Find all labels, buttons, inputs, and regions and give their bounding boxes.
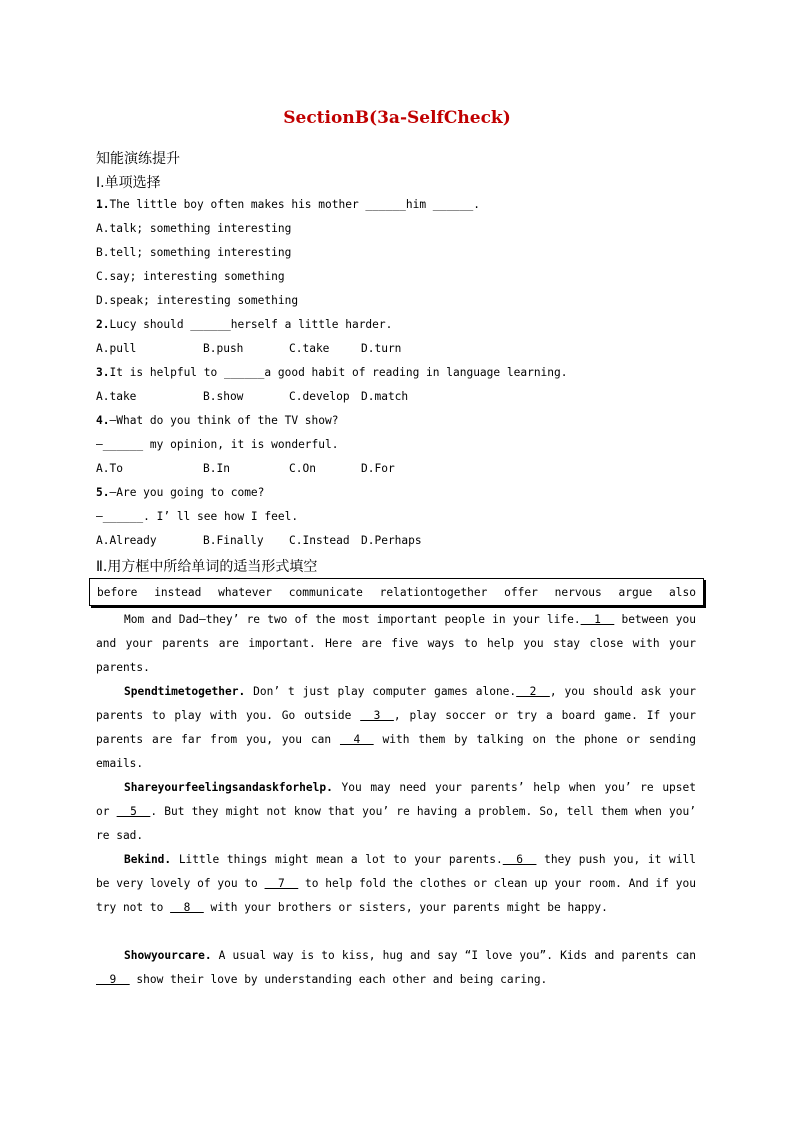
section-header: 知能演练提升 (96, 151, 180, 167)
blank-1: 1 (580, 613, 615, 626)
q5-option-b: B.Finally (203, 534, 264, 547)
word-box (89, 578, 704, 606)
word-item: relationtogether (379, 585, 488, 599)
q2-option-b: B.push (203, 342, 244, 355)
q3-option-b: B.show (203, 390, 244, 403)
question-5: 5.—Are you going to come? (96, 486, 265, 499)
passage-paragraph-4: Bekind. Little things might mean a lot to your parents. 6 they push you, it will be very lovely of you to 7 to help fold the clothes or clean up your room. And if you try not to 8 with your brothers or sisters, your parents might be happy. (96, 848, 696, 920)
q1-option-b: B.tell; something interesting (96, 246, 292, 259)
q5-option-c: C.Instead (289, 534, 350, 547)
word-item: argue (618, 585, 653, 599)
q4-option-c: C.On (289, 462, 316, 475)
question-3: 3.It is helpful to ______a good habit of reading in language learning. (96, 366, 568, 379)
part1-heading: Ⅰ.单项选择 (96, 175, 161, 191)
q1-option-c: C.say; interesting something (96, 270, 285, 283)
q3-option-c: C.develop (289, 390, 350, 403)
paragraph-heading: Spendtimetogether. (124, 685, 246, 698)
q2-option-a: A.pull (96, 342, 137, 355)
blank-4: 4 (339, 733, 374, 746)
word-item: nervous (554, 585, 602, 599)
word-item: also (669, 585, 696, 599)
question-4-response: —______ my opinion, it is wonderful. (96, 438, 339, 451)
question-1: 1.The little boy often makes his mother ______him ______. (96, 198, 480, 211)
passage-paragraph-3: Shareyourfeelingsandaskforhelp. You may need your parents’ help when you’ re upset or 5 . But they might not know that you’ re having a problem. So, tell them when you’ re sad. (96, 781, 696, 842)
q1-option-a: A.talk; something interesting (96, 222, 292, 235)
q3-option-d: D.match (361, 390, 409, 403)
passage-paragraph-1: Mom and Dad—they’ re two of the most important people in your life. 1 between you and your parents are important. Here are five ways to help you stay close with your parents. (96, 608, 696, 680)
blank-6: 6 (502, 853, 537, 866)
part2-heading: Ⅱ.用方框中所给单词的适当形式填空 (96, 559, 318, 575)
q4-option-d: D.For (361, 462, 395, 475)
blank-3: 3 (360, 709, 394, 722)
paragraph-heading: Showyourcare. (124, 949, 212, 962)
word-item: instead (154, 585, 202, 599)
q1-option-d: D.speak; interesting something (96, 294, 299, 307)
q5-option-d: D.Perhaps (361, 534, 422, 547)
passage-paragraph-5: Showyourcare. A usual way is to kiss, hug and say “I love you”. Kids and parents can 9 show their love by understanding each other and being caring. (96, 944, 696, 992)
blank-9: 9 (96, 973, 130, 986)
q2-option-c: C.take (289, 342, 330, 355)
question-4: 4.—What do you think of the TV show? (96, 414, 339, 427)
word-item: offer (504, 585, 538, 599)
blank-8: 8 (170, 901, 204, 914)
word-item: communicate (288, 585, 363, 599)
passage-paragraph-2: Spendtimetogether. Don’ t just play computer games alone. 2 , you should ask your parents to play with you. Go outside 3 , play soccer or try a board game. If your parents are far from you, you can 4 with them by talking on the phone or sending emails. (96, 680, 696, 776)
q4-option-a: A.To (96, 462, 123, 475)
q5-option-a: A.Already (96, 534, 157, 547)
word-item: before (97, 585, 138, 599)
question-5-response: —______. I’ ll see how I feel. (96, 510, 299, 523)
paragraph-heading: Shareyourfeelingsandaskforhelp. (124, 781, 333, 794)
page-title: SectionB(3a-SelfCheck) (283, 108, 511, 128)
q2-option-d: D.turn (361, 342, 402, 355)
word-item: whatever (218, 585, 272, 599)
blank-5: 5 (116, 805, 151, 818)
question-2: 2.Lucy should ______herself a little harder. (96, 318, 393, 331)
q3-option-a: A.take (96, 390, 137, 403)
blank-2: 2 (516, 685, 550, 698)
q4-option-b: B.In (203, 462, 230, 475)
blank-7: 7 (264, 877, 299, 890)
paragraph-heading: Bekind. (124, 853, 172, 866)
